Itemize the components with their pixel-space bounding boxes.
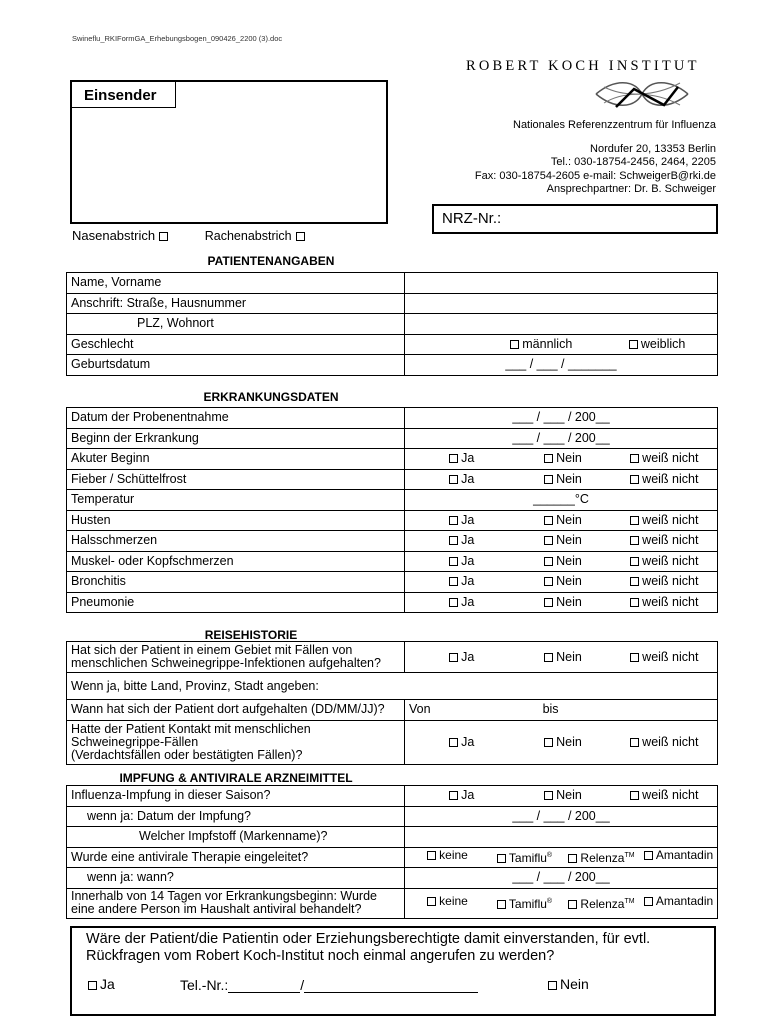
pain-label: Muskel- oder Kopfschmerzen bbox=[67, 551, 405, 572]
ja-label: Ja bbox=[461, 734, 475, 749]
weiss-label: weiß nicht bbox=[642, 451, 699, 466]
table-row bbox=[67, 868, 718, 889]
weiss-label: weiß nicht bbox=[642, 533, 699, 548]
nein-label: Nein bbox=[556, 649, 582, 664]
fever-nein-checkbox[interactable] bbox=[544, 475, 553, 484]
travel-location-field[interactable] bbox=[67, 673, 718, 700]
vaccine-weiss-checkbox[interactable] bbox=[630, 791, 639, 800]
travel-location-label: Wenn ja, bitte Land, Provinz, Stadt angeben: bbox=[71, 678, 319, 693]
ja-label: Ja bbox=[461, 574, 475, 589]
cough-label: Husten bbox=[67, 510, 405, 531]
weiss-label: weiß nicht bbox=[642, 471, 699, 486]
ja-label: Ja bbox=[461, 649, 475, 664]
household-options bbox=[405, 888, 718, 918]
reg-mark: ® bbox=[546, 898, 553, 905]
travel-contact-label bbox=[67, 720, 405, 764]
nein-label: Nein bbox=[556, 788, 582, 803]
male-label: männlich bbox=[522, 336, 573, 351]
nein-label: Nein bbox=[556, 451, 582, 466]
female-label: weiblich bbox=[640, 336, 686, 351]
section-title-vaccine: IMPFUNG & ANTIVIRALE ARZNEIMITTEL bbox=[119, 771, 353, 785]
travel-contact-line1: Hatte der Patient Kontakt mit menschlichen bbox=[71, 721, 311, 736]
nrz-number-label: NRZ-Nr.: bbox=[442, 210, 502, 227]
amantadin-label: Amantadin bbox=[655, 848, 714, 863]
antiviral-tamiflu-checkbox[interactable] bbox=[497, 854, 506, 863]
travel-contact-line3: (Verdachtsfällen oder bestätigten Fällen)? bbox=[71, 747, 303, 762]
keine-label: keine bbox=[439, 848, 468, 863]
weiss-label: weiß nicht bbox=[642, 788, 699, 803]
household-tamiflu-checkbox[interactable] bbox=[497, 900, 506, 909]
household-keine-checkbox[interactable] bbox=[427, 897, 436, 906]
temp-label: Temperatur bbox=[67, 490, 405, 511]
fever-weiss-checkbox[interactable] bbox=[630, 475, 639, 484]
acute-ja-checkbox[interactable] bbox=[449, 454, 458, 463]
rki-logo-icon bbox=[594, 77, 690, 111]
vaccine-nein-checkbox[interactable] bbox=[544, 791, 553, 800]
consent-line2: Rückfragen vom Robert Koch-Institut noch einmal angerufen zu werden? bbox=[86, 948, 555, 964]
vaccine-q1-label: Influenza-Impfung in dieser Saison? bbox=[67, 786, 405, 807]
table-row bbox=[67, 827, 718, 848]
address-label: Anschrift: Straße, Hausnummer bbox=[67, 293, 405, 314]
name-input[interactable] bbox=[405, 273, 718, 294]
nrz-address: Nordufer 20, 13353 Berlin bbox=[590, 142, 716, 155]
antiviral-relenza-checkbox[interactable] bbox=[568, 854, 577, 863]
table-row bbox=[67, 642, 718, 673]
travel-q1-nein-checkbox[interactable] bbox=[544, 653, 553, 662]
relenza-label: Relenza bbox=[580, 897, 625, 911]
table-row bbox=[67, 551, 718, 572]
tm-mark: TM bbox=[624, 852, 635, 860]
nein-label: Nein bbox=[556, 471, 582, 486]
consent-ja-option[interactable] bbox=[84, 976, 115, 992]
table-row bbox=[67, 531, 718, 552]
weiss-label: weiß nicht bbox=[642, 553, 699, 568]
throat-swab-checkbox[interactable] bbox=[296, 232, 305, 241]
vaccine-ja-checkbox[interactable] bbox=[449, 791, 458, 800]
antiviral-amantadin-checkbox[interactable] bbox=[644, 851, 653, 860]
nrz-contact-info bbox=[475, 119, 716, 197]
pneumonia-nein-checkbox[interactable] bbox=[544, 598, 553, 607]
sample-date-input[interactable]: ___ / ___ / 200__ bbox=[405, 408, 718, 429]
vaccine-brand-label: Welcher Impfstoff (Markenname)? bbox=[67, 827, 405, 848]
antiviral-options bbox=[405, 847, 718, 868]
address-input[interactable] bbox=[405, 293, 718, 314]
male-checkbox[interactable] bbox=[510, 340, 519, 349]
travel-contact-options bbox=[405, 720, 718, 764]
antiviral-when-label: wenn ja: wann? bbox=[67, 868, 405, 889]
phone-prefix-line[interactable] bbox=[228, 976, 300, 993]
travel-table bbox=[66, 641, 718, 765]
birth-label: Geburtsdatum bbox=[67, 355, 405, 376]
onset-label: Beginn der Erkrankung bbox=[67, 428, 405, 449]
sore-throat-options bbox=[405, 531, 718, 552]
travel-contact-weiss-checkbox[interactable] bbox=[630, 738, 639, 747]
keine-label: keine bbox=[439, 894, 468, 908]
table-row bbox=[67, 786, 718, 807]
household-label bbox=[67, 888, 405, 918]
household-amantadin-checkbox[interactable] bbox=[644, 897, 653, 906]
nrz-contact: Ansprechpartner: Dr. B. Schweiger bbox=[546, 183, 716, 195]
travel-q1-options bbox=[405, 642, 718, 673]
consent-tel-label: Tel.-Nr.: bbox=[180, 977, 229, 993]
bronchitis-label: Bronchitis bbox=[67, 572, 405, 593]
consent-nein-label: Nein bbox=[560, 976, 589, 992]
pain-nein-checkbox[interactable] bbox=[544, 557, 553, 566]
onset-input[interactable]: ___ / ___ / 200__ bbox=[405, 428, 718, 449]
name-label: Name, Vorname bbox=[67, 273, 405, 294]
table-row bbox=[67, 334, 718, 355]
nein-label: Nein bbox=[556, 734, 582, 749]
table-row bbox=[67, 847, 718, 868]
ja-label: Ja bbox=[461, 471, 475, 486]
table-row bbox=[67, 408, 718, 429]
ja-label: Ja bbox=[461, 594, 475, 609]
consent-nein-checkbox[interactable] bbox=[548, 981, 557, 990]
disease-table bbox=[66, 407, 718, 613]
travel-contact-ja-checkbox[interactable] bbox=[449, 738, 458, 747]
pain-ja-checkbox[interactable] bbox=[449, 557, 458, 566]
bronchitis-weiss-checkbox[interactable] bbox=[630, 577, 639, 586]
consent-phone-field[interactable] bbox=[180, 976, 478, 993]
table-row bbox=[67, 355, 718, 376]
consent-ja-label: Ja bbox=[100, 976, 115, 992]
travel-dates-field[interactable] bbox=[405, 700, 718, 721]
travel-contact-nein-checkbox[interactable] bbox=[544, 738, 553, 747]
pneumonia-label: Pneumonie bbox=[67, 592, 405, 613]
table-row bbox=[67, 469, 718, 490]
antiviral-keine-checkbox[interactable] bbox=[427, 851, 436, 860]
travel-q1-label bbox=[67, 642, 405, 673]
pneumonia-ja-checkbox[interactable] bbox=[449, 598, 458, 607]
travel-q1-weiss-checkbox[interactable] bbox=[630, 653, 639, 662]
household-relenza-checkbox[interactable] bbox=[568, 900, 577, 909]
tm-mark: TM bbox=[624, 898, 635, 905]
acute-weiss-checkbox[interactable] bbox=[630, 454, 639, 463]
table-row bbox=[67, 720, 718, 764]
ja-label: Ja bbox=[461, 512, 475, 527]
table-row bbox=[67, 700, 718, 721]
sex-options bbox=[405, 334, 718, 355]
fever-label: Fieber / Schüttelfrost bbox=[67, 469, 405, 490]
table-row bbox=[67, 510, 718, 531]
antiviral-when-input[interactable]: ___ / ___ / 200__ bbox=[405, 868, 718, 889]
table-row bbox=[67, 806, 718, 827]
tamiflu-label: Tamiflu bbox=[508, 897, 547, 911]
fever-ja-checkbox[interactable] bbox=[449, 475, 458, 484]
acute-options bbox=[405, 449, 718, 470]
antiviral-label: Wurde eine antivirale Therapie eingeleitet? bbox=[67, 847, 405, 868]
bronchitis-ja-checkbox[interactable] bbox=[449, 577, 458, 586]
vaccine-table bbox=[66, 785, 718, 919]
phone-number-line[interactable] bbox=[304, 976, 478, 993]
ja-label: Ja bbox=[461, 788, 475, 803]
nrz-fax: Fax: 030-18754-2605 e-mail: SchweigerB@rki.de bbox=[474, 169, 716, 182]
sample-date-label: Datum der Probenentnahme bbox=[67, 408, 405, 429]
household-line2: eine andere Person im Haushalt antiviral behandelt? bbox=[71, 902, 362, 916]
ja-label: Ja bbox=[461, 533, 475, 548]
bronchitis-nein-checkbox[interactable] bbox=[544, 577, 553, 586]
travel-dates-label: Wann hat sich der Patient dort aufgehalten (DD/MM/JJ)? bbox=[67, 700, 405, 721]
table-row bbox=[67, 293, 718, 314]
swab-type-row bbox=[72, 228, 308, 243]
table-row bbox=[67, 428, 718, 449]
travel-q1-line2: menschlichen Schweinegrippe-Infektionen aufgehalten? bbox=[71, 656, 381, 670]
nrz-title: Nationales Referenzzentrum für Influenza bbox=[513, 119, 716, 131]
nein-label: Nein bbox=[556, 512, 582, 527]
reg-mark: ® bbox=[546, 852, 553, 860]
sore-throat-weiss-checkbox[interactable] bbox=[630, 536, 639, 545]
weiss-label: weiß nicht bbox=[642, 512, 699, 527]
pain-options bbox=[405, 551, 718, 572]
patient-table bbox=[66, 272, 718, 376]
vaccine-q1-options bbox=[405, 786, 718, 807]
nein-label: Nein bbox=[556, 594, 582, 609]
plz-input[interactable] bbox=[405, 314, 718, 335]
consent-question bbox=[86, 931, 650, 965]
fever-options bbox=[405, 469, 718, 490]
von-label: Von bbox=[409, 702, 431, 717]
table-row bbox=[67, 273, 718, 294]
travel-contact-line2: Schweinegrippe-Fällen bbox=[71, 734, 199, 749]
weiss-label: weiß nicht bbox=[642, 734, 699, 749]
nein-label: Nein bbox=[556, 553, 582, 568]
nrz-number-field[interactable] bbox=[432, 204, 718, 234]
female-checkbox[interactable] bbox=[629, 340, 638, 349]
org-name: ROBERT KOCH INSTITUT bbox=[466, 58, 700, 74]
document-filename: Swineflu_RKIFormGA_Erhebungsbogen_090426_2200 (3).doc bbox=[72, 34, 283, 43]
ja-label: Ja bbox=[461, 451, 475, 466]
consent-ja-checkbox[interactable] bbox=[88, 981, 97, 990]
weiss-label: weiß nicht bbox=[642, 649, 699, 664]
cough-weiss-checkbox[interactable] bbox=[630, 516, 639, 525]
ja-label: Ja bbox=[461, 553, 475, 568]
cough-options bbox=[405, 510, 718, 531]
bis-label: bis bbox=[542, 702, 559, 717]
consent-nein-option[interactable] bbox=[544, 976, 589, 992]
pneumonia-options bbox=[405, 592, 718, 613]
tamiflu-label: Tamiflu bbox=[508, 851, 547, 866]
cough-nein-checkbox[interactable] bbox=[544, 516, 553, 525]
household-line1: Innerhalb von 14 Tagen vor Erkrankungsbeginn: Wurde bbox=[71, 889, 377, 903]
plz-label: PLZ, Wohnort bbox=[67, 314, 405, 335]
table-row bbox=[67, 592, 718, 613]
sender-label: Einsender bbox=[72, 82, 176, 108]
vaccine-date-input[interactable]: ___ / ___ / 200__ bbox=[405, 806, 718, 827]
table-row bbox=[67, 490, 718, 511]
table-row bbox=[67, 314, 718, 335]
nasal-swab-label: Nasenabstrich bbox=[72, 228, 156, 243]
nein-label: Nein bbox=[556, 574, 582, 589]
birth-input[interactable]: ___ / ___ / _______ bbox=[405, 355, 718, 376]
bronchitis-options bbox=[405, 572, 718, 593]
sore-throat-nein-checkbox[interactable] bbox=[544, 536, 553, 545]
vaccine-brand-input[interactable] bbox=[405, 827, 718, 848]
table-row bbox=[67, 572, 718, 593]
cough-ja-checkbox[interactable] bbox=[449, 516, 458, 525]
sore-throat-label: Halsschmerzen bbox=[67, 531, 405, 552]
relenza-label: Relenza bbox=[580, 851, 625, 866]
sex-label: Geschlecht bbox=[67, 334, 405, 355]
travel-q1-ja-checkbox[interactable] bbox=[449, 653, 458, 662]
phone-slash: / bbox=[300, 977, 305, 993]
nasal-swab-checkbox[interactable] bbox=[159, 232, 168, 241]
section-title-patient: PATIENTENANGABEN bbox=[207, 254, 335, 268]
nein-label: Nein bbox=[556, 533, 582, 548]
weiss-label: weiß nicht bbox=[642, 594, 699, 609]
travel-q1-line1: Hat sich der Patient in einem Gebiet mit Fällen von bbox=[71, 643, 353, 657]
temp-input[interactable]: ______°C bbox=[405, 490, 718, 511]
amantadin-label: Amantadin bbox=[655, 894, 714, 908]
consent-line1: Wäre der Patient/die Patientin oder Erziehungsberechtigte damit einverstanden, für evtl. bbox=[86, 931, 651, 947]
nrz-tel: Tel.: 030-18754-2456, 2464, 2205 bbox=[550, 156, 716, 168]
weiss-label: weiß nicht bbox=[642, 574, 699, 589]
section-title-travel: REISEHISTORIE bbox=[204, 628, 298, 642]
pneumonia-weiss-checkbox[interactable] bbox=[630, 598, 639, 607]
table-row bbox=[67, 888, 718, 918]
pain-weiss-checkbox[interactable] bbox=[630, 557, 639, 566]
vaccine-date-label: wenn ja: Datum der Impfung? bbox=[67, 806, 405, 827]
section-title-disease: ERKRANKUNGSDATEN bbox=[203, 390, 339, 404]
table-row bbox=[67, 449, 718, 470]
acute-label: Akuter Beginn bbox=[67, 449, 405, 470]
throat-swab-label: Rachenabstrich bbox=[204, 229, 292, 243]
sore-throat-ja-checkbox[interactable] bbox=[449, 536, 458, 545]
acute-nein-checkbox[interactable] bbox=[544, 454, 553, 463]
table-row bbox=[67, 673, 718, 700]
